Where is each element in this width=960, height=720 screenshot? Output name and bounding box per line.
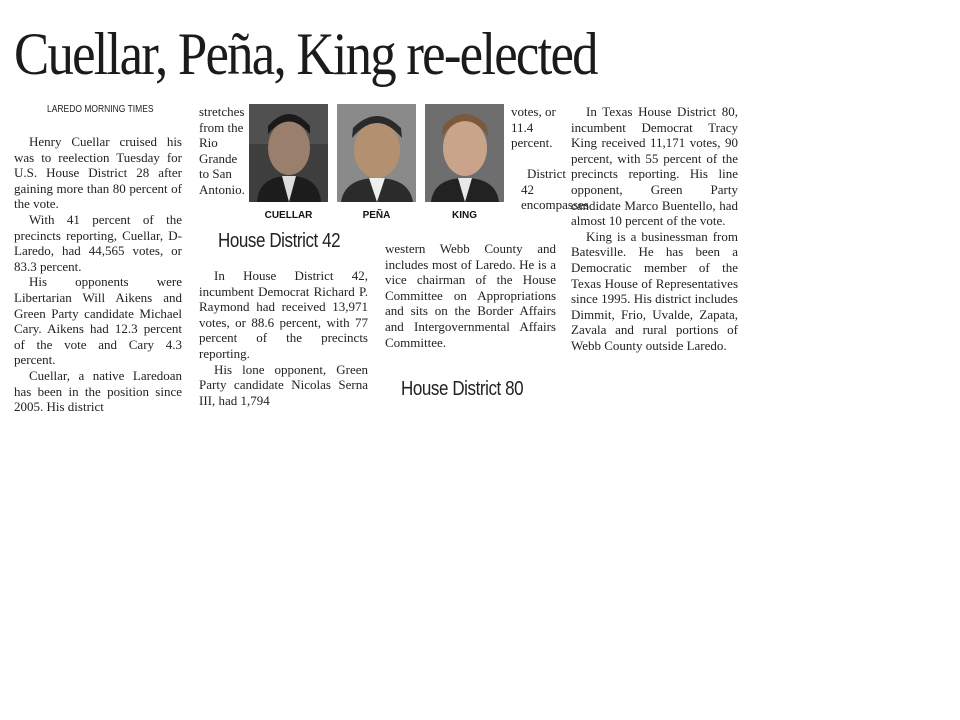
subhead-district-80: House District 80	[401, 378, 524, 400]
paragraph: His lone opponent, Green Party candidate Nicolas Serna III, had 1,794	[199, 361, 368, 408]
photo-king	[425, 104, 504, 202]
photo-caption: PEÑA	[362, 210, 391, 221]
photo-strip	[249, 104, 505, 228]
paragraph: His opponents were Libertarian Will Aikens and Green Party candidate Michael Cary. Aikens had 12.3 percent of the vote and Cary 4.3 percent.	[14, 274, 182, 368]
column-3-body	[385, 241, 556, 350]
column-2-body	[199, 268, 368, 408]
paragraph: District 42 encompasses	[521, 166, 589, 213]
photo-caption: CUELLAR	[264, 210, 313, 221]
column-3-top	[511, 104, 556, 151]
paragraph: With 41 percent of the precincts reporting, Cuellar, D-Laredo, had 44,565 votes, or 83.3 percent.	[14, 211, 182, 274]
column-4	[571, 104, 738, 354]
photo-cuellar	[249, 104, 328, 202]
byline: LAREDO MORNING TIMES	[47, 104, 154, 115]
headline: Cuellar, Peña, King re-elected	[14, 21, 597, 87]
paragraph: In Texas House District 80, incumbent Democrat Tracy King received 11,171 votes, 90 percent, with 55 percent of the precincts reporting. His line opponent, Green Party candidate Marco Buentello, had almost 10 percent of the vote.	[571, 104, 738, 229]
paragraph: stretches from the Rio Grande to San Antonio.	[199, 104, 245, 197]
column-1	[14, 134, 182, 415]
photo-caption: KING	[452, 210, 477, 221]
subhead-district-42: House District 42	[218, 230, 341, 252]
paragraph: Cuellar, a native Laredoan has been in the position since 2005. His district	[14, 367, 182, 415]
column-2-top	[199, 104, 245, 198]
paragraph: votes, or 11.4 percent.	[511, 104, 556, 151]
paragraph: In House District 42, incumbent Democrat Richard P. Raymond had received 13,971 votes, or 88.6 percent, with 77 percent of the precincts reporting.	[199, 268, 368, 361]
paragraph: Henry Cuellar cruised his was to reelection Tuesday for U.S. House District 28 after gaining more than 80 percent of the vote.	[14, 134, 182, 212]
paragraph: western Webb County and includes most of Laredo. He is a vice chairman of the House Committee on Appropriations and sits on the Border Affairs and Intergovernmental Affairs Committee.	[385, 241, 556, 350]
photo-pena	[337, 104, 416, 202]
column-3-mid	[521, 166, 589, 213]
paragraph: King is a businessman from Batesville. He has been a Democratic member of the Texas House of Representatives since 1995. His district includes Dimmit, Frio, Uvalde, Zapata, Zavala and rural portions of Webb County outside Laredo.	[571, 228, 738, 353]
